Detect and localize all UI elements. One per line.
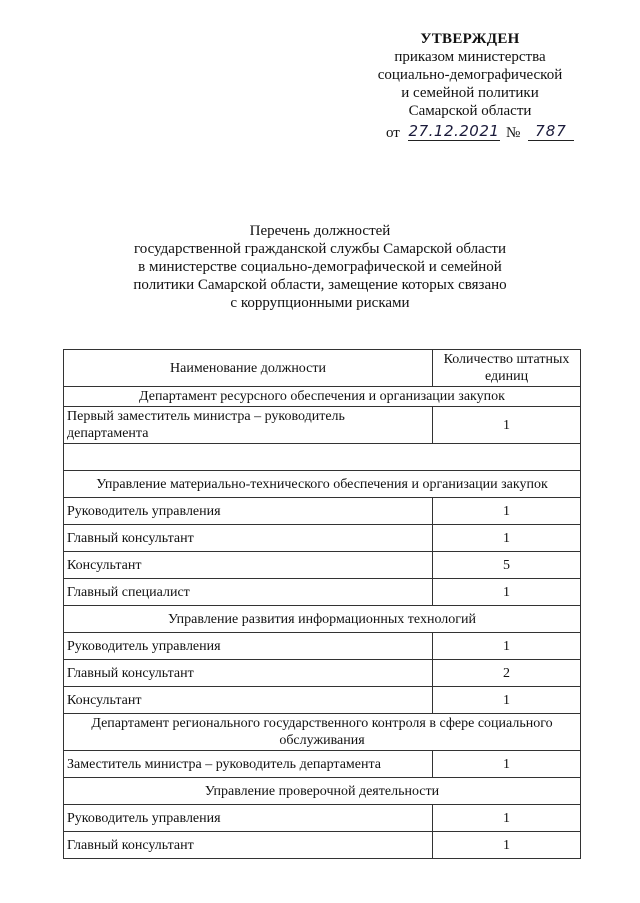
document-title [90, 222, 550, 312]
section-title: Департамент ресурсного обеспечения и организации закупок [64, 387, 581, 407]
position-name: Консультант [64, 687, 433, 714]
position-name: Первый заместитель министра – руководитель департамента [64, 407, 433, 444]
staff-count: 1 [433, 633, 581, 660]
section-title: Управление проверочной деятельности [64, 778, 581, 805]
approval-heading: УТВЕРЖДЕН [420, 31, 520, 47]
table-row [64, 525, 581, 552]
approval-line: Самарской области [408, 103, 532, 119]
positions-table [63, 349, 581, 859]
staff-count: 1 [433, 525, 581, 552]
position-name: Руководитель управления [64, 498, 433, 525]
position-name: Руководитель управления [64, 633, 433, 660]
position-name: Главный специалист [64, 579, 433, 606]
table-row [64, 552, 581, 579]
position-name: Главный консультант [64, 660, 433, 687]
position-name: Руководитель управления [64, 805, 433, 832]
handwritten-number: 787 [528, 122, 574, 141]
table-row [64, 633, 581, 660]
staff-count: 1 [433, 687, 581, 714]
staff-count: 5 [433, 552, 581, 579]
blank-cell [64, 444, 581, 471]
table-row [64, 660, 581, 687]
staff-count: 1 [433, 579, 581, 606]
header-position-name: Наименование должности [64, 350, 433, 387]
number-sign: № [506, 125, 521, 141]
section-title: Управление развития информационных технологий [64, 606, 581, 633]
header-staff-count: Количество штатных единиц [433, 350, 581, 387]
section-title: Управление материально-технического обеспечения и организации закупок [64, 471, 581, 498]
staff-count: 1 [433, 805, 581, 832]
section-row [64, 387, 581, 407]
section-row [64, 778, 581, 805]
approval-line: и семейной политики [401, 85, 539, 101]
staff-count: 1 [433, 498, 581, 525]
from-label: от [386, 125, 400, 141]
title-line: с коррупционными рисками [230, 295, 410, 311]
staff-count: 1 [433, 407, 581, 444]
handwritten-date: 27.12.2021 [408, 122, 500, 140]
title-line: государственной гражданской службы Самарской области [134, 241, 506, 257]
table-row [64, 407, 581, 444]
table-row [64, 751, 581, 778]
table-row [64, 805, 581, 832]
table-row [64, 832, 581, 859]
title-line: политики Самарской области, замещение которых связано [133, 277, 507, 293]
title-line: Перечень должностей [249, 223, 391, 239]
table-row [64, 579, 581, 606]
order-reference [360, 122, 580, 144]
staff-count: 1 [433, 751, 581, 778]
staff-count: 1 [433, 832, 581, 859]
staff-count: 2 [433, 660, 581, 687]
approval-line: социально-демографической [377, 67, 563, 83]
section-row [64, 471, 581, 498]
section-row [64, 606, 581, 633]
approval-line: приказом министерства [394, 49, 546, 65]
table-row [64, 687, 581, 714]
table-header-row [64, 350, 581, 387]
position-name: Главный консультант [64, 525, 433, 552]
section-title: Департамент регионального государственного контроля в сфере социального обслуживания [64, 714, 581, 751]
table-row [64, 498, 581, 525]
section-row [64, 714, 581, 751]
approval-block [360, 30, 580, 144]
position-name: Заместитель министра – руководитель департамента [64, 751, 433, 778]
blank-row [64, 444, 581, 471]
position-name: Консультант [64, 552, 433, 579]
position-name: Главный консультант [64, 832, 433, 859]
title-line: в министерстве социально-демографической и семейной [138, 259, 502, 275]
